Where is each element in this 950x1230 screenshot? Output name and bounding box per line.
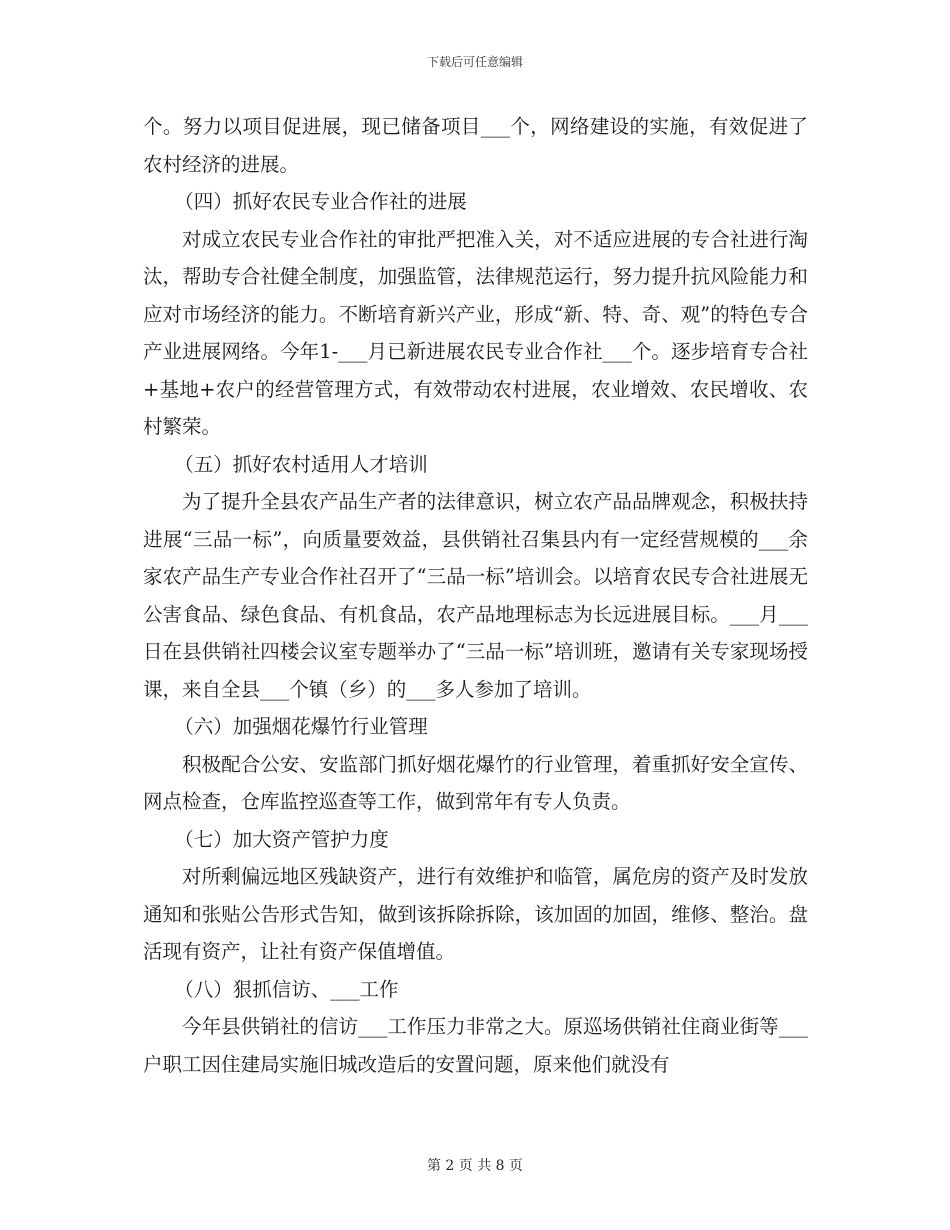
section-heading-8: （八）狠抓信访、___工作 [174,977,399,1001]
paragraph-petitions: 今年县供销社的信访___工作压力非常之大。原巡场供销社住商业街等___户职工因住建局实施旧城改造后的安置问题，原来他们就没有 [143,1015,808,1076]
paragraph-cooperatives: 对成立农民专业合作社的审批严把准入关，对不适应进展的专合社进行淘汰，帮助专合社健全制度，加强监管，法律规范运行，努力提升抗风险能力和应对市场经济的能力。不断培育新兴产业，形成“新、特、奇、观”的特色专合产业进展网络。今年1-___月已新进展农民专业合作社___个。逐步培育专合社+基地+农户的经营管理方式，有效带动农村进展，农业增效、农民增收、农村繁荣。 [143,227,808,438]
section-heading-4: （四）抓好农民专业合作社的进展 [174,190,467,213]
page-footer: 第 2 页 共 8 页 [426,1158,524,1174]
paragraph-assets: 对所剩偏远地区残缺资产，进行有效维护和临管，属危房的资产及时发放通知和张贴公告形式告知，做到该拆除拆除，该加固的加固，维修、整治。盘活现有资产，让社有资产保值增值。 [143,865,808,963]
section-heading-5: （五）抓好农村适用人才培训 [174,452,428,476]
paragraph-training: 为了提升全县农产品生产者的法律意识，树立农产品品牌观念，积极扶持进展“三品一标”，向质量要效益，县供销社召集县内有一定经营规模的___余家农产品生产专业合作社召开了“三品一标”培训会。以培育农民专合社进展无公害食品、绿色食品、有机食品，农产品地理标志为长远进展目标。___月___日在县供销社四楼会议室专题举办了“三品一标”培训班，邀请有关专家现场授课，来自全县___个镇（乡）的___多人参加了培训。 [143,490,808,701]
section-heading-6: （六）加强烟花爆竹行业管理 [174,715,428,738]
section-heading-7: （七）加大资产管护力度 [174,827,389,851]
paragraph-fireworks: 积极配合公安、安监部门抓好烟花爆竹的行业管理，着重抓好安全宣传、网点检查，仓库监控巡查等工作，做到常年有专人负责。 [143,752,808,813]
document-body [143,108,808,1083]
page-header: 下载后可任意编辑 [426,55,523,69]
paragraph-continuation: 个。努力以项目促进展，现已储备项目___个，网络建设的实施，有效促进了农村经济的进展。 [143,115,808,176]
